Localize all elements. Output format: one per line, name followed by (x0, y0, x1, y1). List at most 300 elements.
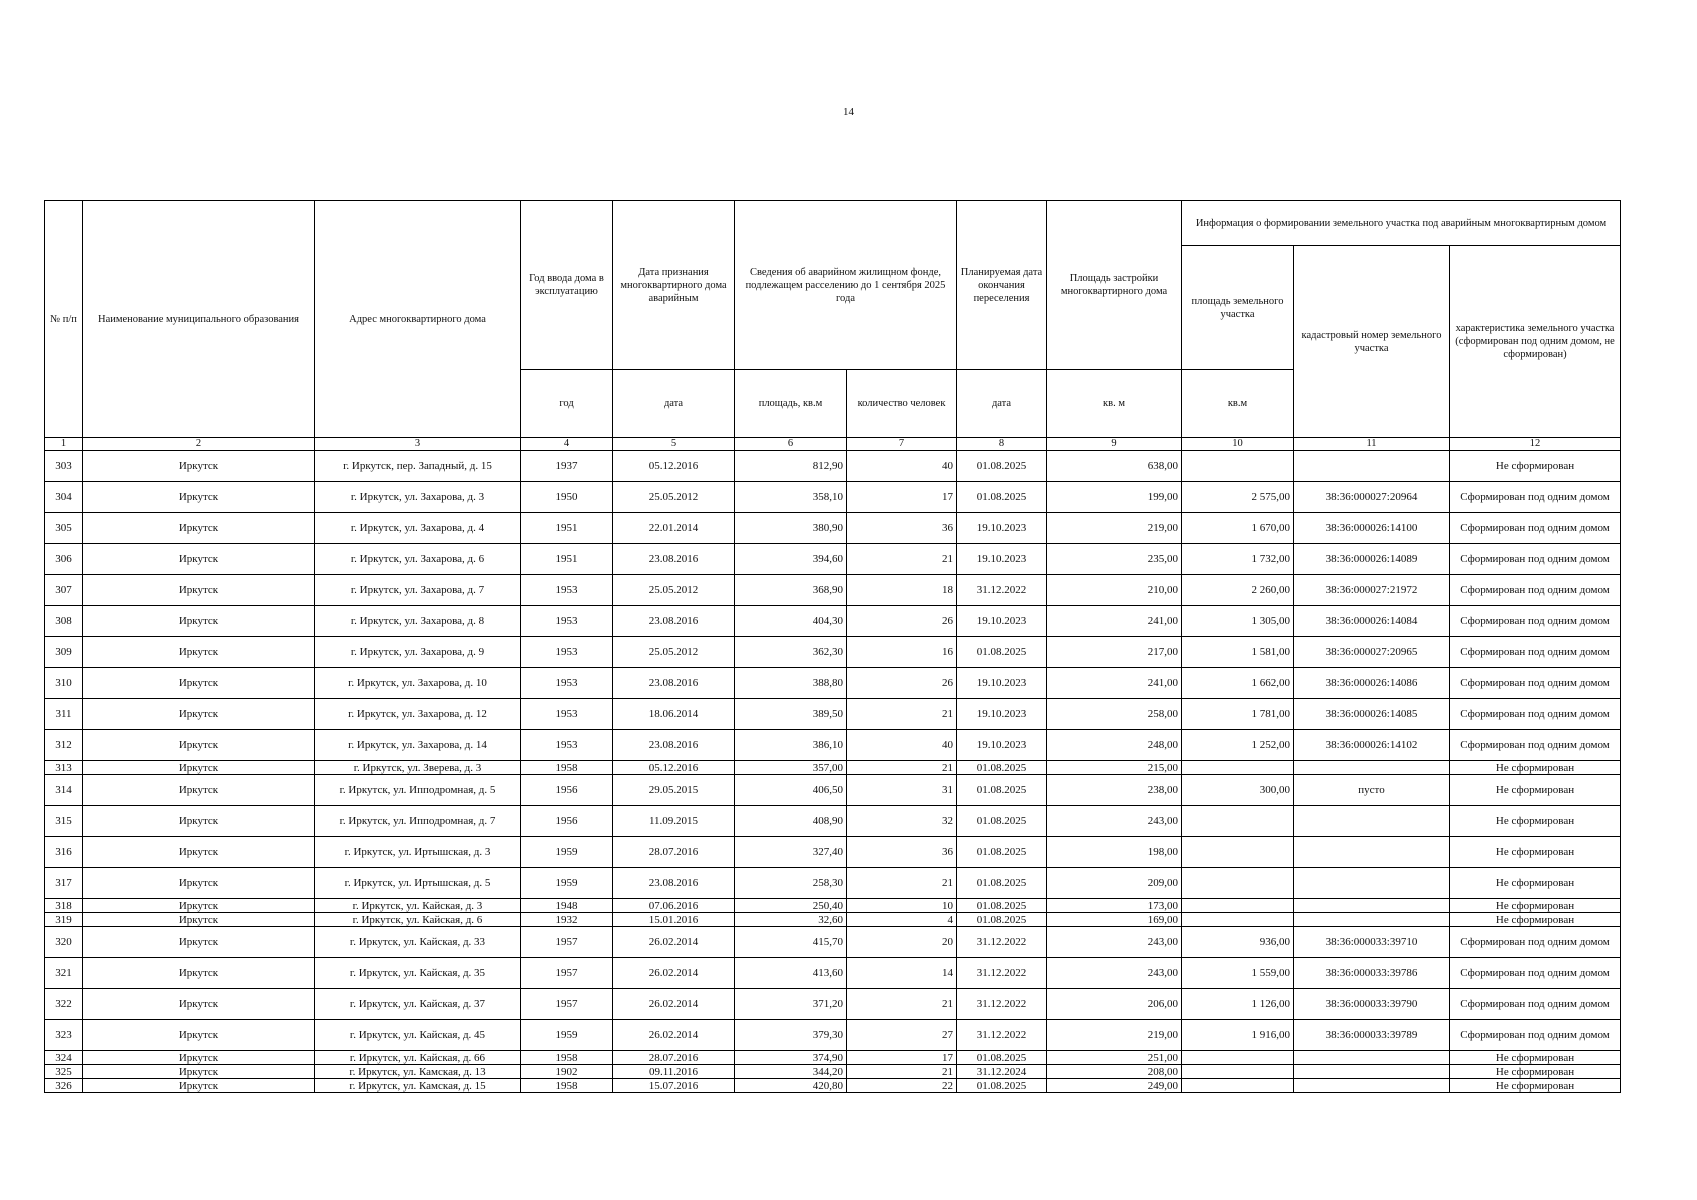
cell-address: г. Иркутск, ул. Кайская, д. 6 (315, 913, 521, 927)
cell-planned-date: 31.12.2022 (957, 927, 1047, 958)
cell-planned-date: 01.08.2025 (957, 761, 1047, 775)
table-row (45, 544, 1621, 575)
cell-area: 406,50 (735, 775, 847, 806)
cell-building-area: 215,00 (1047, 761, 1182, 775)
cell-area: 379,30 (735, 1020, 847, 1051)
cell-land-area (1182, 1065, 1294, 1079)
cell-year: 1958 (521, 761, 613, 775)
cell-year: 1958 (521, 1051, 613, 1065)
cell-area: 258,30 (735, 868, 847, 899)
cell-building-area: 241,00 (1047, 668, 1182, 699)
cell-address: г. Иркутск, ул. Кайская, д. 3 (315, 899, 521, 913)
cell-people: 4 (847, 913, 957, 927)
cell-year: 1957 (521, 927, 613, 958)
cell-date: 28.07.2016 (613, 1051, 735, 1065)
cell-municipality: Иркутск (83, 868, 315, 899)
col-number: 10 (1182, 438, 1294, 451)
cell-characteristic: Сформирован под одним домом (1450, 730, 1621, 761)
cell-planned-date: 01.08.2025 (957, 837, 1047, 868)
cell-characteristic: Сформирован под одним домом (1450, 1020, 1621, 1051)
cell-building-area: 208,00 (1047, 1065, 1182, 1079)
cell-building-area: 251,00 (1047, 1051, 1182, 1065)
cell-land-area (1182, 1051, 1294, 1065)
cell-cadastral: 38:36:000026:14100 (1294, 513, 1450, 544)
cell-num: 321 (45, 958, 83, 989)
table-row (45, 837, 1621, 868)
cell-year: 1937 (521, 451, 613, 482)
cell-num: 311 (45, 699, 83, 730)
cell-year: 1953 (521, 699, 613, 730)
header-planned-date: Планируемая дата окончания переселения (957, 201, 1047, 370)
cell-address: г. Иркутск, ул. Захарова, д. 14 (315, 730, 521, 761)
cell-characteristic: Сформирован под одним домом (1450, 544, 1621, 575)
cell-characteristic: Не сформирован (1450, 761, 1621, 775)
cell-people: 36 (847, 837, 957, 868)
cell-date: 11.09.2015 (613, 806, 735, 837)
cell-year: 1950 (521, 482, 613, 513)
cell-date: 23.08.2016 (613, 668, 735, 699)
cell-municipality: Иркутск (83, 513, 315, 544)
cell-date: 07.06.2016 (613, 899, 735, 913)
cell-planned-date: 01.08.2025 (957, 806, 1047, 837)
cell-municipality: Иркутск (83, 958, 315, 989)
cell-address: г. Иркутск, ул. Кайская, д. 66 (315, 1051, 521, 1065)
cell-municipality: Иркутск (83, 837, 315, 868)
table-row (45, 482, 1621, 513)
cell-year: 1959 (521, 868, 613, 899)
cell-people: 26 (847, 668, 957, 699)
table-row (45, 699, 1621, 730)
header-building-area: Площадь застройки многоквартирного дома (1047, 201, 1182, 370)
header-sub-year: год (521, 370, 613, 438)
cell-cadastral: 38:36:000027:21972 (1294, 575, 1450, 606)
emergency-housing-table (44, 200, 1621, 1093)
cell-num: 307 (45, 575, 83, 606)
cell-building-area: 241,00 (1047, 606, 1182, 637)
cell-building-area: 199,00 (1047, 482, 1182, 513)
cell-municipality: Иркутск (83, 544, 315, 575)
cell-date: 23.08.2016 (613, 606, 735, 637)
cell-num: 309 (45, 637, 83, 668)
cell-people: 21 (847, 989, 957, 1020)
cell-planned-date: 01.08.2025 (957, 1079, 1047, 1093)
cell-building-area: 210,00 (1047, 575, 1182, 606)
cell-area: 327,40 (735, 837, 847, 868)
cell-municipality: Иркутск (83, 575, 315, 606)
header-cadastral: кадастровый номер земельного участка (1294, 246, 1450, 438)
header-address: Адрес многоквартирного дома (315, 201, 521, 438)
cell-year: 1956 (521, 806, 613, 837)
cell-area: 415,70 (735, 927, 847, 958)
cell-address: г. Иркутск, ул. Зверева, д. 3 (315, 761, 521, 775)
cell-building-area: 243,00 (1047, 927, 1182, 958)
header-land-area: площадь земельного участка (1182, 246, 1294, 370)
cell-building-area: 198,00 (1047, 837, 1182, 868)
cell-land-area: 1 781,00 (1182, 699, 1294, 730)
header-num: № п/п (45, 201, 83, 438)
cell-people: 32 (847, 806, 957, 837)
col-number: 2 (83, 438, 315, 451)
cell-num: 312 (45, 730, 83, 761)
cell-date: 15.07.2016 (613, 1079, 735, 1093)
cell-date: 22.01.2014 (613, 513, 735, 544)
cell-municipality: Иркутск (83, 482, 315, 513)
table-row (45, 1051, 1621, 1065)
cell-year: 1953 (521, 637, 613, 668)
cell-characteristic: Сформирован под одним домом (1450, 637, 1621, 668)
cell-num: 305 (45, 513, 83, 544)
cell-cadastral (1294, 1079, 1450, 1093)
cell-building-area: 217,00 (1047, 637, 1182, 668)
cell-planned-date: 01.08.2025 (957, 868, 1047, 899)
cell-area: 388,80 (735, 668, 847, 699)
cell-municipality: Иркутск (83, 913, 315, 927)
cell-num: 314 (45, 775, 83, 806)
cell-address: г. Иркутск, ул. Захарова, д. 4 (315, 513, 521, 544)
cell-year: 1958 (521, 1079, 613, 1093)
cell-area: 408,90 (735, 806, 847, 837)
cell-planned-date: 19.10.2023 (957, 699, 1047, 730)
cell-municipality: Иркутск (83, 806, 315, 837)
cell-characteristic: Сформирован под одним домом (1450, 927, 1621, 958)
cell-area: 389,50 (735, 699, 847, 730)
cell-date: 29.05.2015 (613, 775, 735, 806)
cell-num: 316 (45, 837, 83, 868)
cell-building-area: 258,00 (1047, 699, 1182, 730)
cell-num: 315 (45, 806, 83, 837)
cell-address: г. Иркутск, ул. Захарова, д. 10 (315, 668, 521, 699)
cell-characteristic: Сформирован под одним домом (1450, 513, 1621, 544)
cell-characteristic: Не сформирован (1450, 1051, 1621, 1065)
table-row (45, 761, 1621, 775)
header-sub-sqm2: кв.м (1182, 370, 1294, 438)
cell-municipality: Иркутск (83, 668, 315, 699)
cell-num: 303 (45, 451, 83, 482)
header-date-recognized: Дата признания многоквартирного дома аварийным (613, 201, 735, 370)
cell-people: 10 (847, 899, 957, 913)
column-number-row (45, 438, 1621, 451)
cell-date: 25.05.2012 (613, 637, 735, 668)
cell-people: 21 (847, 1065, 957, 1079)
cell-people: 36 (847, 513, 957, 544)
table-row (45, 927, 1621, 958)
cell-num: 326 (45, 1079, 83, 1093)
header-sub-date: дата (613, 370, 735, 438)
cell-people: 31 (847, 775, 957, 806)
cell-num: 317 (45, 868, 83, 899)
cell-year: 1953 (521, 575, 613, 606)
cell-people: 16 (847, 637, 957, 668)
cell-cadastral: 38:36:000033:39710 (1294, 927, 1450, 958)
cell-characteristic: Сформирован под одним домом (1450, 958, 1621, 989)
cell-num: 310 (45, 668, 83, 699)
cell-municipality: Иркутск (83, 730, 315, 761)
cell-building-area: 219,00 (1047, 513, 1182, 544)
cell-cadastral: 38:36:000033:39790 (1294, 989, 1450, 1020)
cell-building-area: 238,00 (1047, 775, 1182, 806)
cell-address: г. Иркутск, ул. Ипподромная, д. 7 (315, 806, 521, 837)
cell-characteristic: Сформирован под одним домом (1450, 668, 1621, 699)
cell-date: 26.02.2014 (613, 958, 735, 989)
cell-municipality: Иркутск (83, 699, 315, 730)
cell-date: 26.02.2014 (613, 927, 735, 958)
cell-municipality: Иркутск (83, 1065, 315, 1079)
cell-address: г. Иркутск, ул. Кайская, д. 37 (315, 989, 521, 1020)
page-number: 14 (843, 106, 854, 118)
cell-characteristic: Не сформирован (1450, 451, 1621, 482)
cell-cadastral: пусто (1294, 775, 1450, 806)
cell-num: 325 (45, 1065, 83, 1079)
cell-building-area: 243,00 (1047, 806, 1182, 837)
cell-date: 26.02.2014 (613, 989, 735, 1020)
cell-planned-date: 19.10.2023 (957, 606, 1047, 637)
table-row (45, 989, 1621, 1020)
cell-cadastral (1294, 1051, 1450, 1065)
cell-land-area: 1 662,00 (1182, 668, 1294, 699)
col-number: 5 (613, 438, 735, 451)
cell-land-area: 2 575,00 (1182, 482, 1294, 513)
cell-people: 40 (847, 451, 957, 482)
cell-planned-date: 31.12.2024 (957, 1065, 1047, 1079)
cell-planned-date: 01.08.2025 (957, 775, 1047, 806)
cell-land-area: 1 305,00 (1182, 606, 1294, 637)
cell-date: 25.05.2012 (613, 575, 735, 606)
cell-characteristic: Не сформирован (1450, 775, 1621, 806)
cell-characteristic: Не сформирован (1450, 837, 1621, 868)
cell-municipality: Иркутск (83, 637, 315, 668)
cell-date: 23.08.2016 (613, 544, 735, 575)
cell-planned-date: 01.08.2025 (957, 899, 1047, 913)
cell-municipality: Иркутск (83, 899, 315, 913)
cell-building-area: 219,00 (1047, 1020, 1182, 1051)
col-number: 7 (847, 438, 957, 451)
header-sub-area: площадь, кв.м (735, 370, 847, 438)
table-row (45, 1020, 1621, 1051)
cell-num: 308 (45, 606, 83, 637)
cell-area: 358,10 (735, 482, 847, 513)
col-number: 8 (957, 438, 1047, 451)
cell-planned-date: 19.10.2023 (957, 544, 1047, 575)
cell-planned-date: 31.12.2022 (957, 958, 1047, 989)
cell-planned-date: 31.12.2022 (957, 989, 1047, 1020)
cell-characteristic: Сформирован под одним домом (1450, 989, 1621, 1020)
cell-people: 21 (847, 544, 957, 575)
cell-planned-date: 01.08.2025 (957, 482, 1047, 513)
cell-address: г. Иркутск, ул. Иртышская, д. 3 (315, 837, 521, 868)
cell-area: 380,90 (735, 513, 847, 544)
cell-num: 319 (45, 913, 83, 927)
cell-land-area: 1 732,00 (1182, 544, 1294, 575)
cell-address: г. Иркутск, ул. Камская, д. 15 (315, 1079, 521, 1093)
cell-building-area: 248,00 (1047, 730, 1182, 761)
cell-land-area: 1 670,00 (1182, 513, 1294, 544)
cell-municipality: Иркутск (83, 1051, 315, 1065)
header-emergency-fund: Сведения об аварийном жилищном фонде, подлежащем расселению до 1 сентября 2025 года (735, 201, 957, 370)
cell-people: 21 (847, 699, 957, 730)
cell-num: 323 (45, 1020, 83, 1051)
cell-land-area (1182, 913, 1294, 927)
cell-address: г. Иркутск, ул. Захарова, д. 12 (315, 699, 521, 730)
cell-address: г. Иркутск, ул. Захарова, д. 8 (315, 606, 521, 637)
cell-address: г. Иркутск, ул. Кайская, д. 33 (315, 927, 521, 958)
header-sub-people: количество человек (847, 370, 957, 438)
cell-year: 1932 (521, 913, 613, 927)
cell-address: г. Иркутск, ул. Кайская, д. 45 (315, 1020, 521, 1051)
cell-planned-date: 01.08.2025 (957, 1051, 1047, 1065)
cell-characteristic: Не сформирован (1450, 868, 1621, 899)
cell-date: 09.11.2016 (613, 1065, 735, 1079)
cell-date: 18.06.2014 (613, 699, 735, 730)
cell-building-area: 638,00 (1047, 451, 1182, 482)
cell-address: г. Иркутск, ул. Захарова, д. 3 (315, 482, 521, 513)
cell-num: 324 (45, 1051, 83, 1065)
cell-area: 250,40 (735, 899, 847, 913)
table-body (45, 451, 1621, 1093)
cell-land-area: 1 916,00 (1182, 1020, 1294, 1051)
cell-num: 318 (45, 899, 83, 913)
cell-area: 812,90 (735, 451, 847, 482)
cell-people: 40 (847, 730, 957, 761)
cell-area: 394,60 (735, 544, 847, 575)
cell-year: 1953 (521, 606, 613, 637)
table-row (45, 730, 1621, 761)
cell-cadastral: 38:36:000026:14085 (1294, 699, 1450, 730)
cell-municipality: Иркутск (83, 1079, 315, 1093)
cell-address: г. Иркутск, ул. Захарова, д. 7 (315, 575, 521, 606)
cell-area: 357,00 (735, 761, 847, 775)
cell-cadastral (1294, 761, 1450, 775)
cell-land-area: 1 581,00 (1182, 637, 1294, 668)
cell-people: 21 (847, 761, 957, 775)
cell-cadastral (1294, 913, 1450, 927)
table-row (45, 575, 1621, 606)
header-characteristic: характеристика земельного участка (сформирован под одним домом, не сформирован) (1450, 246, 1621, 438)
cell-area: 386,10 (735, 730, 847, 761)
cell-characteristic: Не сформирован (1450, 899, 1621, 913)
cell-land-area: 1 126,00 (1182, 989, 1294, 1020)
cell-land-area (1182, 761, 1294, 775)
table-row (45, 913, 1621, 927)
cell-characteristic: Сформирован под одним домом (1450, 575, 1621, 606)
table-row (45, 668, 1621, 699)
cell-year: 1951 (521, 513, 613, 544)
cell-planned-date: 19.10.2023 (957, 513, 1047, 544)
cell-people: 22 (847, 1079, 957, 1093)
cell-building-area: 173,00 (1047, 899, 1182, 913)
cell-building-area: 206,00 (1047, 989, 1182, 1020)
cell-building-area: 249,00 (1047, 1079, 1182, 1093)
cell-people: 14 (847, 958, 957, 989)
cell-municipality: Иркутск (83, 775, 315, 806)
cell-year: 1957 (521, 989, 613, 1020)
cell-area: 362,30 (735, 637, 847, 668)
cell-cadastral (1294, 451, 1450, 482)
cell-cadastral: 38:36:000026:14102 (1294, 730, 1450, 761)
cell-land-area (1182, 806, 1294, 837)
cell-cadastral (1294, 899, 1450, 913)
cell-cadastral: 38:36:000026:14084 (1294, 606, 1450, 637)
cell-planned-date: 19.10.2023 (957, 668, 1047, 699)
cell-year: 1959 (521, 1020, 613, 1051)
cell-municipality: Иркутск (83, 451, 315, 482)
cell-year: 1956 (521, 775, 613, 806)
table-row (45, 958, 1621, 989)
cell-address: г. Иркутск, ул. Ипподромная, д. 5 (315, 775, 521, 806)
cell-num: 313 (45, 761, 83, 775)
table-row (45, 775, 1621, 806)
table-row (45, 513, 1621, 544)
table-row (45, 868, 1621, 899)
cell-building-area: 243,00 (1047, 958, 1182, 989)
col-number: 3 (315, 438, 521, 451)
cell-date: 23.08.2016 (613, 730, 735, 761)
table-row (45, 637, 1621, 668)
cell-num: 304 (45, 482, 83, 513)
cell-planned-date: 01.08.2025 (957, 913, 1047, 927)
table-row (45, 1065, 1621, 1079)
cell-date: 05.12.2016 (613, 761, 735, 775)
cell-municipality: Иркутск (83, 927, 315, 958)
header-land-info: Информация о формировании земельного участка под аварийным многоквартирным домом (1182, 201, 1621, 246)
cell-address: г. Иркутск, ул. Кайская, д. 35 (315, 958, 521, 989)
cell-planned-date: 19.10.2023 (957, 730, 1047, 761)
cell-land-area (1182, 899, 1294, 913)
cell-planned-date: 31.12.2022 (957, 575, 1047, 606)
cell-year: 1902 (521, 1065, 613, 1079)
cell-characteristic: Сформирован под одним домом (1450, 699, 1621, 730)
col-number: 11 (1294, 438, 1450, 451)
cell-municipality: Иркутск (83, 989, 315, 1020)
cell-area: 404,30 (735, 606, 847, 637)
cell-cadastral: 38:36:000033:39789 (1294, 1020, 1450, 1051)
cell-municipality: Иркутск (83, 1020, 315, 1051)
cell-address: г. Иркутск, ул. Захарова, д. 9 (315, 637, 521, 668)
table-row (45, 806, 1621, 837)
cell-land-area: 1 252,00 (1182, 730, 1294, 761)
cell-land-area (1182, 451, 1294, 482)
cell-land-area (1182, 868, 1294, 899)
col-number: 6 (735, 438, 847, 451)
cell-cadastral: 38:36:000027:20964 (1294, 482, 1450, 513)
cell-year: 1957 (521, 958, 613, 989)
cell-year: 1951 (521, 544, 613, 575)
cell-area: 374,90 (735, 1051, 847, 1065)
cell-people: 17 (847, 482, 957, 513)
cell-address: г. Иркутск, ул. Камская, д. 13 (315, 1065, 521, 1079)
cell-planned-date: 01.08.2025 (957, 637, 1047, 668)
cell-land-area (1182, 837, 1294, 868)
cell-land-area: 1 559,00 (1182, 958, 1294, 989)
cell-area: 32,60 (735, 913, 847, 927)
cell-land-area (1182, 1079, 1294, 1093)
cell-land-area: 2 260,00 (1182, 575, 1294, 606)
table-row (45, 606, 1621, 637)
cell-cadastral: 38:36:000026:14089 (1294, 544, 1450, 575)
cell-num: 306 (45, 544, 83, 575)
cell-address: г. Иркутск, пер. Западный, д. 15 (315, 451, 521, 482)
cell-date: 23.08.2016 (613, 868, 735, 899)
cell-people: 17 (847, 1051, 957, 1065)
cell-date: 25.05.2012 (613, 482, 735, 513)
cell-num: 322 (45, 989, 83, 1020)
cell-num: 320 (45, 927, 83, 958)
cell-area: 368,90 (735, 575, 847, 606)
cell-cadastral: 38:36:000026:14086 (1294, 668, 1450, 699)
cell-address: г. Иркутск, ул. Захарова, д. 6 (315, 544, 521, 575)
cell-planned-date: 31.12.2022 (957, 1020, 1047, 1051)
cell-cadastral: 38:36:000027:20965 (1294, 637, 1450, 668)
cell-year: 1953 (521, 668, 613, 699)
